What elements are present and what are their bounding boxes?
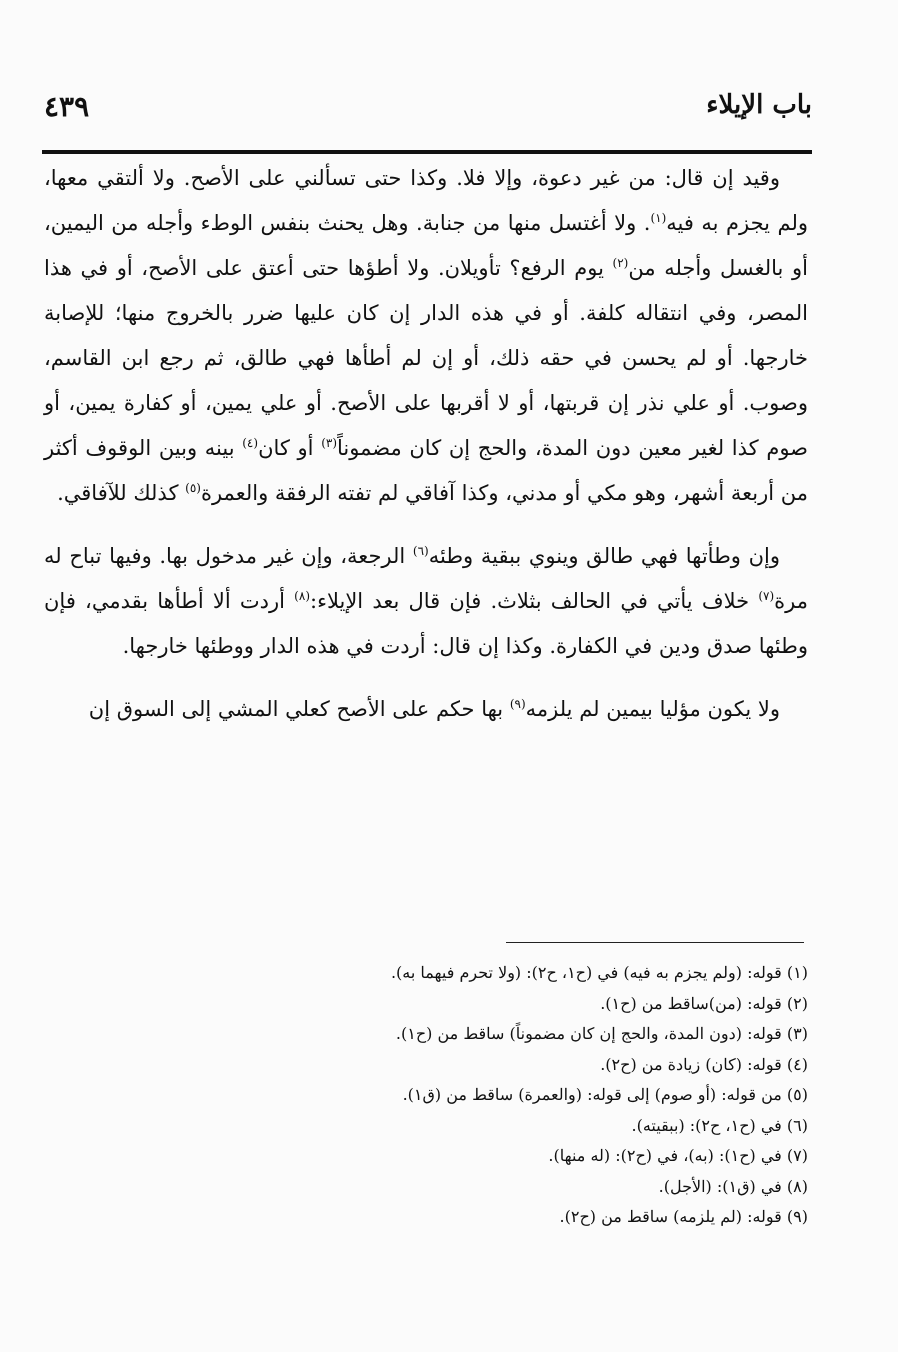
footnote-4: (٤) قوله: (كان) زيادة من (ح٢). xyxy=(600,1054,808,1074)
footnote-3: (٣) قوله: (دون المدة، والحج إن كان مضموناً) ساقط من (ح١). xyxy=(395,1024,808,1043)
running-title: باب الإيلاء xyxy=(706,90,812,120)
page-number: ٤٣٩ xyxy=(44,90,90,123)
header-rule xyxy=(42,150,812,154)
text-run: وقيد إن قال: من غير دعوة، وإلا فلا. وكذا حتى تسألني على الأصح. ولا ألتقي معها، ولم يجزم به فيه xyxy=(44,166,808,235)
footnote-marker-8: (٨) xyxy=(294,589,310,603)
text-run: أو كان xyxy=(258,436,322,460)
footnote-marker-7: (٧) xyxy=(758,589,775,603)
footnote-7: (٧) في (ح١): (به)، في (ح٢): (له منها). xyxy=(548,1146,808,1165)
footnote-marker-5: (٥) xyxy=(185,481,201,495)
text-run: الرجعة، وإن غير مدخول بها. وفيها تباح له مرة xyxy=(44,544,808,613)
text-run: يوم الرفع؟ تأويلان. ولا أطؤها حتى أعتق على الأصح، أو في هذا المصر، وفي انتقاله كلفة. أو في هذه الدار إن كان عليها ضرر بالخروج منها؛ للإصابة خارجها. أو لم يحسن في حقه ذلك، أو إن لم أطأها فهي طالق، ثم رجع ابن القاسم، وصوب. أو علي نذر إن قربتها، أو لا أقربها على الأصح. أو علي يمين، أو كفارة يمين، أو صوم كذا لغير معين دون المدة، والحج إن كان مضموناً xyxy=(44,256,808,460)
paragraph-2 xyxy=(44,534,808,669)
footnote-marker-1: (١) xyxy=(650,211,667,225)
footnote-marker-4: (٤) xyxy=(242,436,259,450)
main-text xyxy=(44,156,808,732)
text-run: خلاف يأتي في الحالف بثلاث. فإن قال بعد الإيلاء: xyxy=(310,589,759,613)
footnote-marker-2: (٢) xyxy=(612,256,629,270)
paragraph-3 xyxy=(44,687,808,732)
footnote-6: (٦) في (ح١، ح٢): (ببقيته). xyxy=(631,1115,808,1135)
text-run: ولا يكون مؤليا بيمين لم يلزمه xyxy=(525,697,780,721)
text-run: وإن وطأتها فهي طالق وينوي ببقية وطئه xyxy=(428,544,780,568)
footnote-8: (٨) في (ق١): (الأجل). xyxy=(658,1176,808,1196)
footnote-marker-6: (٦) xyxy=(412,544,429,558)
text-run: أردت ألا أطأها بقدمي، فإن وطئها صدق ودين في الكفارة. وكذا إن قال: أردت في هذه الدار ووطئها خارجها. xyxy=(44,589,808,658)
footnote-marker-9: (٩) xyxy=(509,697,526,711)
footnote-separator xyxy=(506,942,804,943)
page-header xyxy=(44,88,812,132)
paragraph-1 xyxy=(44,156,808,516)
footnote-2: (٢) قوله: (من)ساقط من (ح١). xyxy=(600,993,808,1013)
text-run: كذلك للآفاقي. xyxy=(57,481,186,505)
footnote-9: (٩) قوله: (لم يلزمه) ساقط من (ح٢). xyxy=(559,1207,808,1226)
footnote-marker-3: (٣) xyxy=(321,436,338,450)
text-run: بينه وبين الوقوف أكثر من أربعة أشهر، وهو مكي أو مدني، وكذا آفاقي لم تفته الرفقة والعمرة xyxy=(44,436,808,505)
footnote-5: (٥) من قوله: (أو صوم) إلى قوله: (والعمرة) ساقط من (ق١). xyxy=(402,1085,808,1104)
text-run: بها حكم على الأصح كعلي المشي إلى السوق إن xyxy=(88,697,510,721)
footnote-1: (١) قوله: (ولم يجزم به فيه) في (ح١، ح٢): (ولا تحرم فيهما به). xyxy=(390,963,808,982)
text-run: . ولا أغتسل منها من جنابة. وهل يحنث بنفس الوطء وأجله من اليمين، أو بالغسل وأجله من xyxy=(44,211,808,280)
footnotes xyxy=(44,958,808,1233)
